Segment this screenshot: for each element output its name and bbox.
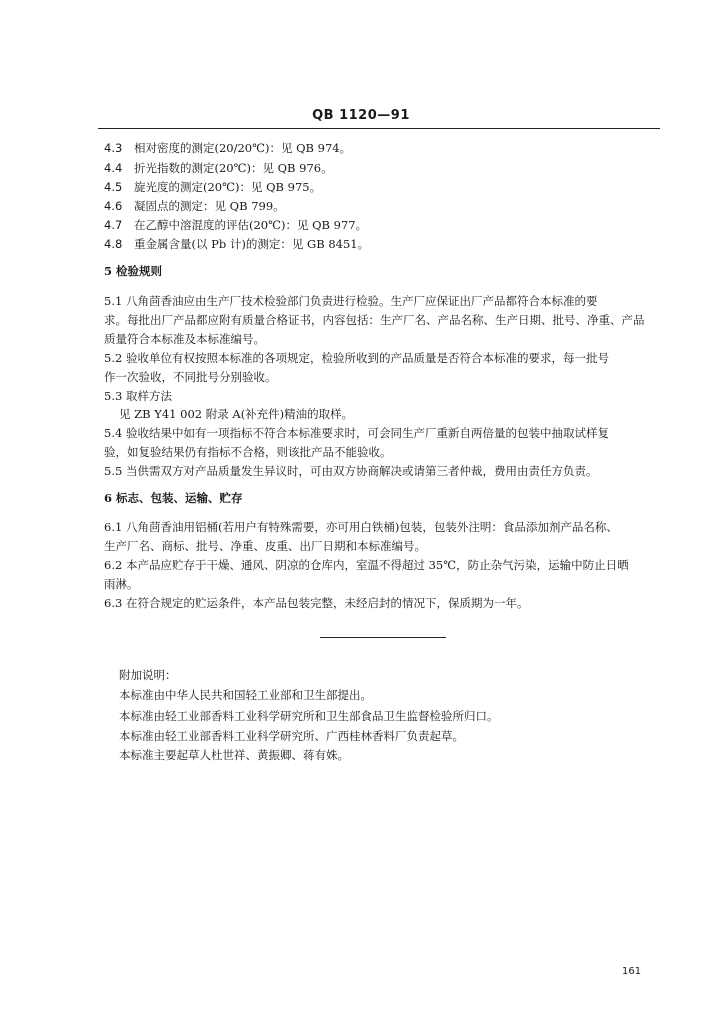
section-5-title: 5 检验规则	[104, 264, 163, 278]
item-4-4	[104, 161, 333, 175]
document-code-header: QB 1120—91	[312, 108, 410, 123]
item-4-5	[104, 180, 321, 194]
item-text: 旋光度的测定(20℃)：见 QB 975。	[134, 180, 322, 194]
item-4-6	[104, 199, 285, 213]
item-text: 相对密度的测定(20/20℃)：见 QB 974。	[134, 141, 352, 155]
section-6-title: 6 标志、包装、运输、贮存	[104, 491, 243, 505]
para-6-3-line: 6.3 在符合规定的贮运条件，本产品包装完整，未经启封的情况下，保质期为一年。	[104, 596, 529, 610]
item-4-8	[104, 237, 369, 251]
item-number: 4.3	[104, 141, 123, 155]
item-number: 4.4	[104, 161, 123, 175]
item-number: 4.5	[104, 180, 123, 194]
para-6-2-line: 雨淋。	[104, 577, 139, 591]
notes-line: 本标准由轻工业部香料工业科学研究所和卫生部食品卫生监督检验所归口。	[119, 709, 499, 723]
notes-line: 本标准由轻工业部香料工业科学研究所、广西桂林香料厂负责起草。	[119, 729, 464, 743]
header-rule	[98, 128, 660, 129]
item-number: 4.6	[104, 199, 123, 213]
para-6-1-line: 生产厂名、商标、批号、净重、皮重、出厂日期和本标准编号。	[104, 539, 426, 553]
item-number: 4.8	[104, 237, 123, 251]
para-5-3-title: 5.3 取样方法	[104, 389, 172, 403]
item-text: 折光指数的测定(20℃)：见 QB 976。	[134, 161, 333, 175]
para-5-1-line: 质量符合本标准及本标准编号。	[104, 332, 265, 346]
notes-line: 本标准由中华人民共和国轻工业部和卫生部提出。	[119, 688, 372, 702]
item-text: 在乙醇中溶混度的评估(20℃)：见 QB 977。	[134, 218, 368, 232]
item-4-7	[104, 218, 367, 232]
notes-title: 附加说明：	[119, 668, 177, 682]
end-separator-rule	[320, 637, 446, 638]
item-text: 凝固点的测定：见 QB 799。	[134, 199, 285, 213]
para-6-2-line: 6.2 本产品应贮存于干燥、通风、阴凉的仓库内，室温不得超过 35℃，防止杂气污染，运输中防止日晒	[104, 558, 629, 572]
para-5-4-line: 验，如复验结果仍有指标不合格，则该批产品不能验收。	[104, 445, 392, 459]
para-5-3-line: 见 ZB Y41 002 附录 A(补充件)精油的取样。	[119, 407, 354, 421]
item-number: 4.7	[104, 218, 123, 232]
para-5-2-line: 5.2 验收单位有权按照本标准的各项规定，检验所收到的产品质量是否符合本标准的要求，每一批号	[104, 351, 609, 365]
para-5-5-line: 5.5 当供需双方对产品质量发生异议时，可由双方协商解决或请第三者仲裁，费用由责任方负责。	[104, 464, 598, 478]
item-4-3	[104, 141, 351, 155]
item-text: 重金属含量(以 Pb 计)的测定：见 GB 8451。	[134, 237, 370, 251]
para-5-1-line: 5.1 八角茴香油应由生产厂技术检验部门负责进行检验。生产厂应保证出厂产品都符合本标准的要	[104, 294, 598, 308]
para-5-2-line: 作一次验收，不同批号分别验收。	[104, 370, 277, 384]
para-5-1-line: 求。每批出厂产品都应附有质量合格证书，内容包括：生产厂名、产品名称、生产日期、批号、净重、产品	[104, 313, 645, 327]
page-number: 161	[622, 966, 642, 977]
notes-line: 本标准主要起草人杜世祥、黄振卿、蒋有姝。	[119, 748, 349, 762]
para-5-4-line: 5.4 验收结果中如有一项指标不符合本标准要求时，可会同生产厂重新自两倍量的包装中抽取试样复	[104, 426, 609, 440]
para-6-1-line: 6.1 八角茴香油用铝桶(若用户有特殊需要，亦可用白铁桶)包装，包装外注明：食品添加剂产品名称、	[104, 520, 618, 534]
